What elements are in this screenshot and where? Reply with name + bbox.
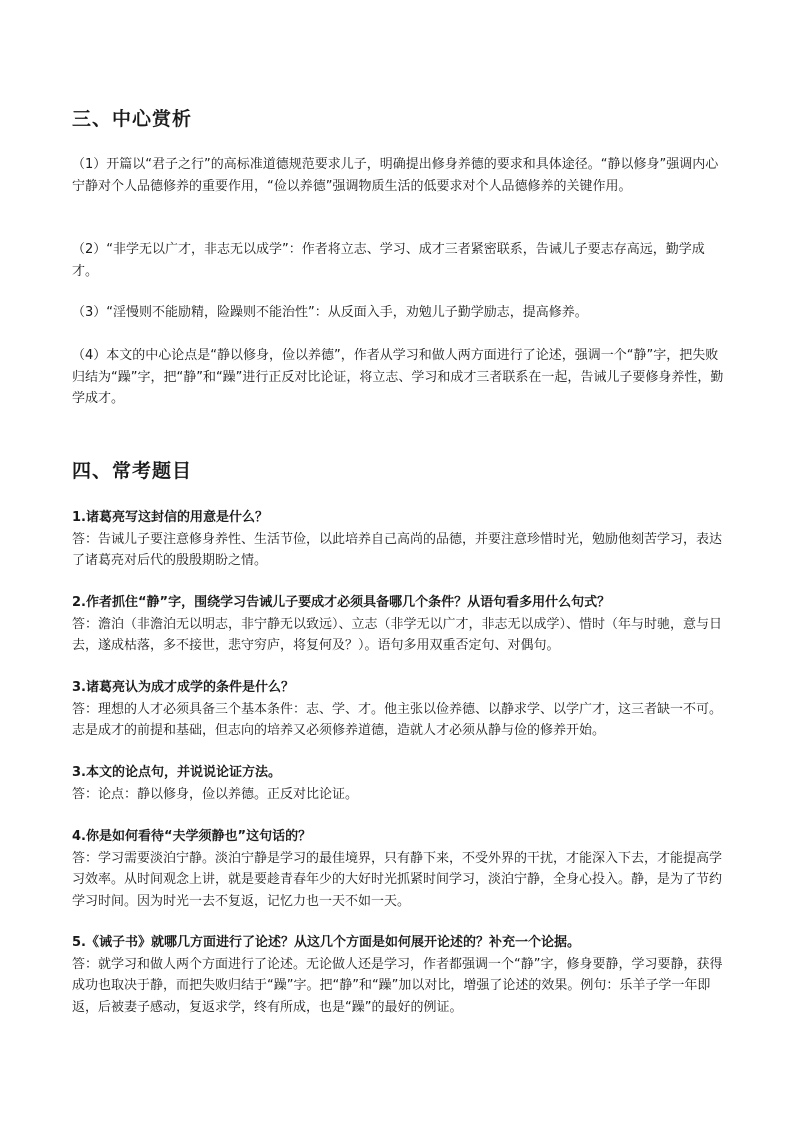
question-answer: 答：就学习和做人两个方面进行了论述。无论做人还是学习，作者都强调一个“静”字，修身要静，学习要静，获得成功也取决于静，而把失败归结于“躁”字。把“静”和“躁”加以对比，增强了论述的效果。例句：乐羊子学一年即返，后被妻子感动，复返求学，终有所成，也是“躁”的最好的例证。 <box>72 956 723 1015</box>
section-heading-questions: 四、常考题目 <box>72 460 193 482</box>
question-title: 4.你是如何看待“夫学须静也”这句话的？ <box>72 829 312 844</box>
question-title: 1.诸葛亮写这封信的用意是什么？ <box>72 510 268 525</box>
analysis-paragraph-4: （4）本文的中心论点是“静以修身，俭以养德”，作者从学习和做人两方面进行了论述，强调一个“静”字，把失败归结为“躁”字，把“静”和“躁”进行正反对比论证，将立志、学习和成才三者联系在一起，告诫儿子要修身养性，勤学成才。 <box>72 348 724 406</box>
question-answer: 答：学习需要淡泊宁静。淡泊宁静是学习的最佳境界，只有静下来，不受外界的干扰，才能深入下去，才能提高学习效率。从时间观念上讲，就是要趁青春年少的大好时光抓紧时间学习，淡泊宁静，全身心投入。静，是为了节约学习时间。因为时光一去不复返，记忆力也一天不如一天。 <box>72 850 723 909</box>
question-title: 3.诸葛亮认为成才成学的条件是什么？ <box>72 680 294 695</box>
section-heading-analysis: 三、中心赏析 <box>72 108 193 130</box>
analysis-paragraph-2: （2）“非学无以广才，非志无以成学”：作者将立志、学习、成才三者紧密联系，告诫儿子要志存高远，勤学成才。 <box>72 242 705 279</box>
question-item <box>72 592 728 657</box>
question-answer: 答：论点：静以修身，俭以养德。正反对比论证。 <box>72 786 359 802</box>
question-item <box>72 507 728 572</box>
question-title: 3.本文的论点句，并说说论证方法。 <box>72 765 281 780</box>
question-item <box>72 826 728 912</box>
question-title: 2.作者抓住“静”字，围绕学习告诫儿子要成才必须具备哪几个条件？从语句看多用什么句式？ <box>72 595 611 610</box>
question-item <box>72 932 728 1018</box>
analysis-paragraph-3: （3）“淫慢则不能励精，险躁则不能治性”：从反面入手，劝勉儿子勤学励志，提高修养。 <box>72 305 588 320</box>
question-item <box>72 762 728 805</box>
question-title: 5.《诫子书》就哪几方面进行了论述？从这几个方面是如何展开论述的？补充一个论据。 <box>72 935 580 950</box>
question-answer: 答：告诫儿子要注意修身养性、生活节俭，以此培养自己高尚的品德，并要注意珍惜时光，勉励他刻苦学习，表达了诸葛亮对后代的殷殷期盼之情。 <box>72 531 723 568</box>
analysis-paragraph-1: （1）开篇以“君子之行”的高标准道德规范要求儿子，明确提出修身养德的要求和具体途径。“静以修身”强调内心宁静对个人品德修养的重要作用，“俭以养德”强调物质生活的低要求对个人品德修养的关键作用。 <box>72 157 719 194</box>
question-answer: 答：澹泊（非澹泊无以明志，非宁静无以致远）、立志（非学无以广才，非志无以成学）、惜时（年与时驰，意与日去，遂成枯落，多不接世，悲守穷庐，将复何及？）。语句多用双重否定句、对偶句。 <box>72 616 723 653</box>
question-answer: 答：理想的人才必须具备三个基本条件：志、学、才。他主张以俭养德、以静求学、以学广才，这三者缺一不可。志是成才的前提和基础，但志向的培养又必须修养道德，造就人才必须从静与俭的修养开始。 <box>72 701 723 738</box>
question-item <box>72 677 728 742</box>
